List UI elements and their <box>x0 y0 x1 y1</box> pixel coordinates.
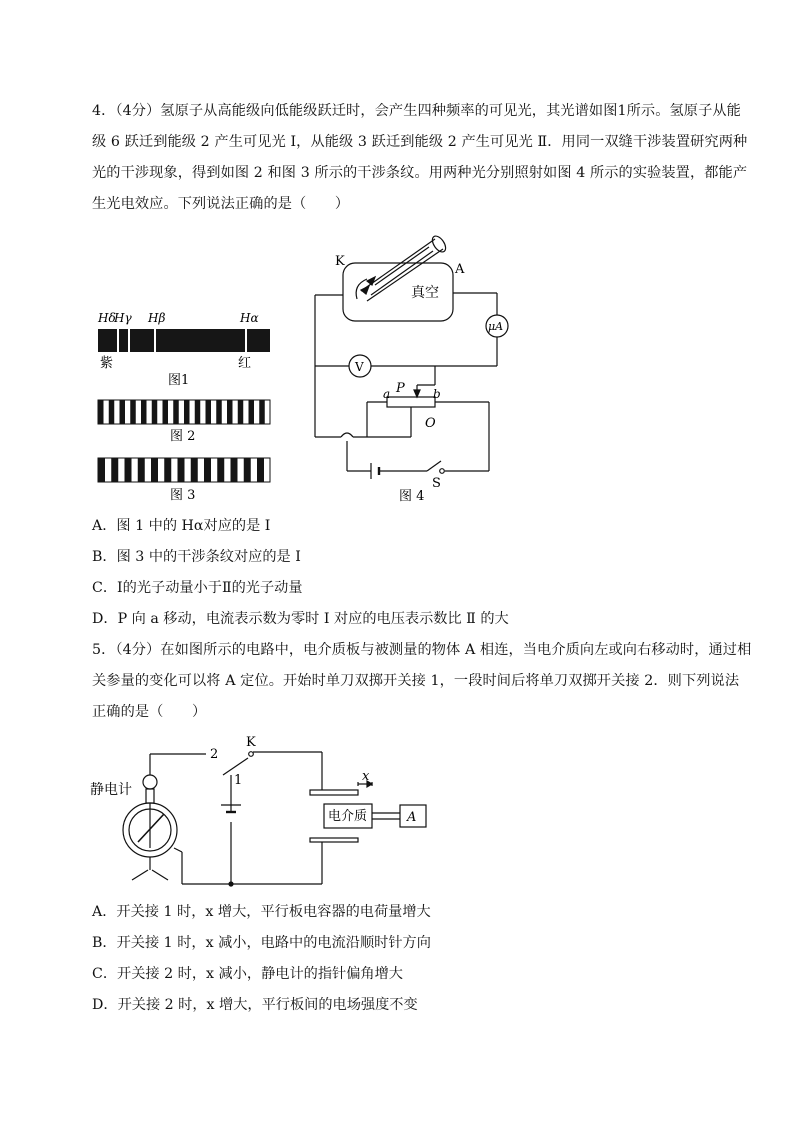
fig1-spectrum <box>97 311 270 388</box>
q5-line-3: 正确的是（ ） <box>92 704 207 720</box>
dark-fringe <box>195 400 201 424</box>
dark-fringe <box>259 400 265 424</box>
dark-fringe <box>184 400 190 424</box>
electrometer-leg <box>132 870 148 880</box>
dark-fringe <box>238 400 244 424</box>
q5-option-d[interactable]: D．开关接 2 时，x 增大，平行板间的电场强度不变 <box>92 997 418 1013</box>
capacitor-bottom-plate <box>310 838 358 842</box>
capacitor-top-plate <box>310 790 358 795</box>
fig1-violet-label: 紫 <box>100 356 114 371</box>
electrometer-pointer <box>138 814 164 842</box>
light-ray-arrow-2 <box>361 286 369 294</box>
q4-option-d[interactable]: D．P 向 a 移动，电流表示数为零时 Ⅰ 对应的电压表示数比 Ⅱ 的大 <box>92 611 509 627</box>
fig3-fringes <box>98 458 270 482</box>
dark-fringe <box>109 400 115 424</box>
fig1-line-hbeta <box>154 329 156 352</box>
electrometer-leg <box>152 870 168 880</box>
dark-fringe <box>216 400 222 424</box>
dark-fringe <box>98 458 105 482</box>
fig4-label-a-end: a <box>383 387 391 401</box>
q4-line-4: 生光电效应。下列说法正确的是（ ） <box>92 196 350 212</box>
q5-option-b[interactable]: B．开关接 1 时，x 减小，电路中的电流沿顺时针方向 <box>92 935 431 951</box>
fig1-label-hgamma: Hγ <box>114 311 132 325</box>
switch-pos-1-label: 1 <box>234 773 243 788</box>
dark-fringe <box>138 458 145 482</box>
dark-fringe <box>151 458 158 482</box>
light-ray-1 <box>375 247 429 285</box>
dark-fringe <box>98 400 104 424</box>
dielectric-label: 电介质 <box>328 809 368 824</box>
dark-fringe <box>125 458 132 482</box>
q4-line-3: 光的干涉现象，得到如图 2 和图 3 所示的干涉条纹。用两种光分别照射如图 4 所示的实验装置，都能产 <box>92 165 748 181</box>
switch-k-label: K <box>246 735 256 750</box>
fig4-photoelectric-circuit <box>305 225 520 510</box>
q5-line-1: 5．（4分）在如图所示的电路中，电介质板与被测量的物体 A 相连，当电介质向左或向右移动时，通过相 <box>92 642 752 658</box>
switch-pos-2-label: 2 <box>210 747 219 762</box>
dark-fringe <box>130 400 136 424</box>
electrometer-rod <box>146 789 154 803</box>
fig1-dark-band <box>98 329 270 352</box>
fig2-caption: 图 2 <box>170 429 196 444</box>
dark-fringe <box>178 458 185 482</box>
dark-fringe <box>217 458 224 482</box>
fig2-fringes <box>98 400 270 424</box>
fig4-label-b-end: b <box>433 387 441 401</box>
dark-fringe <box>163 400 169 424</box>
electrometer-ground-tab <box>174 848 182 852</box>
q5-option-a[interactable]: A．开关接 1 时，x 增大，平行板电容器的电荷量增大 <box>92 904 431 920</box>
fig1-red-label: 红 <box>238 356 252 371</box>
q5-option-c[interactable]: C．开关接 2 时，x 减小，静电计的指针偏角增大 <box>92 966 403 982</box>
q4-option-c[interactable]: C．Ⅰ的光子动量小于Ⅱ的光子动量 <box>92 580 303 596</box>
fig4-label-a: A <box>455 262 465 277</box>
dark-fringe <box>111 458 118 482</box>
q4-line-2: 级 6 跃迁到能级 2 产生可见光 Ⅰ，从能级 3 跃迁到能级 2 产生可见光 Ⅱ．用同一双缝干涉装置研究两种 <box>92 134 748 150</box>
dark-fringe <box>164 458 171 482</box>
electrometer-label: 静电计 <box>90 782 132 798</box>
dark-fringe <box>249 400 255 424</box>
q5-line-2: 关参量的变化可以将 A 定位。开始时单刀双掷开关接 1，一段时间后将单刀双掷开关接 2．则下列说法 <box>92 673 740 689</box>
q4-figures-1-3 <box>90 300 290 510</box>
light-ray-arrow-1 <box>367 277 375 285</box>
fig4-label-vacuum: 真空 <box>411 285 439 301</box>
fig4-label-k: K <box>335 254 345 269</box>
fig1-label-hbeta: Hβ <box>148 311 166 325</box>
dark-fringe <box>191 458 198 482</box>
fig1-label-hdelta: Hδ <box>98 311 116 325</box>
fig1-line-halpha <box>245 329 247 352</box>
dark-fringe <box>257 458 264 482</box>
fig1-caption: 图1 <box>168 373 190 388</box>
switch-s-contact <box>440 469 445 474</box>
object-a-label: A <box>407 810 417 825</box>
wire-crossover <box>341 433 353 437</box>
fig4-label-o: O <box>425 416 436 431</box>
q4-option-a[interactable]: A．图 1 中的 Hα对应的是 Ⅰ <box>92 518 271 534</box>
fig4-caption: 图 4 <box>399 489 425 504</box>
switch-s-blade <box>427 461 441 471</box>
dark-fringe <box>152 400 158 424</box>
fig1-line-hgamma <box>128 329 130 352</box>
fig4-label-p: P <box>396 381 405 396</box>
displacement-x-label: x <box>362 769 370 784</box>
rheostat <box>387 397 435 407</box>
slider-p-arrow <box>414 390 420 397</box>
dark-fringe <box>204 458 211 482</box>
dark-fringe <box>206 400 212 424</box>
dark-fringe <box>173 400 179 424</box>
fig1-line-hdelta <box>117 329 119 352</box>
q4-option-b[interactable]: B．图 3 中的干涉条纹对应的是 Ⅰ <box>92 549 301 565</box>
fig4-label-microammeter: μA <box>488 320 504 333</box>
electrometer-knob <box>143 775 157 789</box>
switch-k-pivot <box>249 752 254 757</box>
dark-fringe <box>244 458 251 482</box>
wire-junction <box>229 882 233 886</box>
dark-fringe <box>141 400 147 424</box>
fig3-caption: 图 3 <box>170 488 196 503</box>
fig1-label-halpha: Hα <box>240 311 259 325</box>
dark-fringe <box>120 400 126 424</box>
fig4-label-s: S <box>432 476 441 491</box>
fig4-label-voltmeter: V <box>355 360 364 374</box>
q4-line-1: 4．（4分）氢原子从高能级向低能级跃迁时，会产生四种频率的可见光，其光谱如图1所示。氢原子从能 <box>92 103 741 119</box>
q5-capacitor-circuit <box>88 730 433 890</box>
dark-fringe <box>227 400 233 424</box>
dark-fringe <box>231 458 238 482</box>
